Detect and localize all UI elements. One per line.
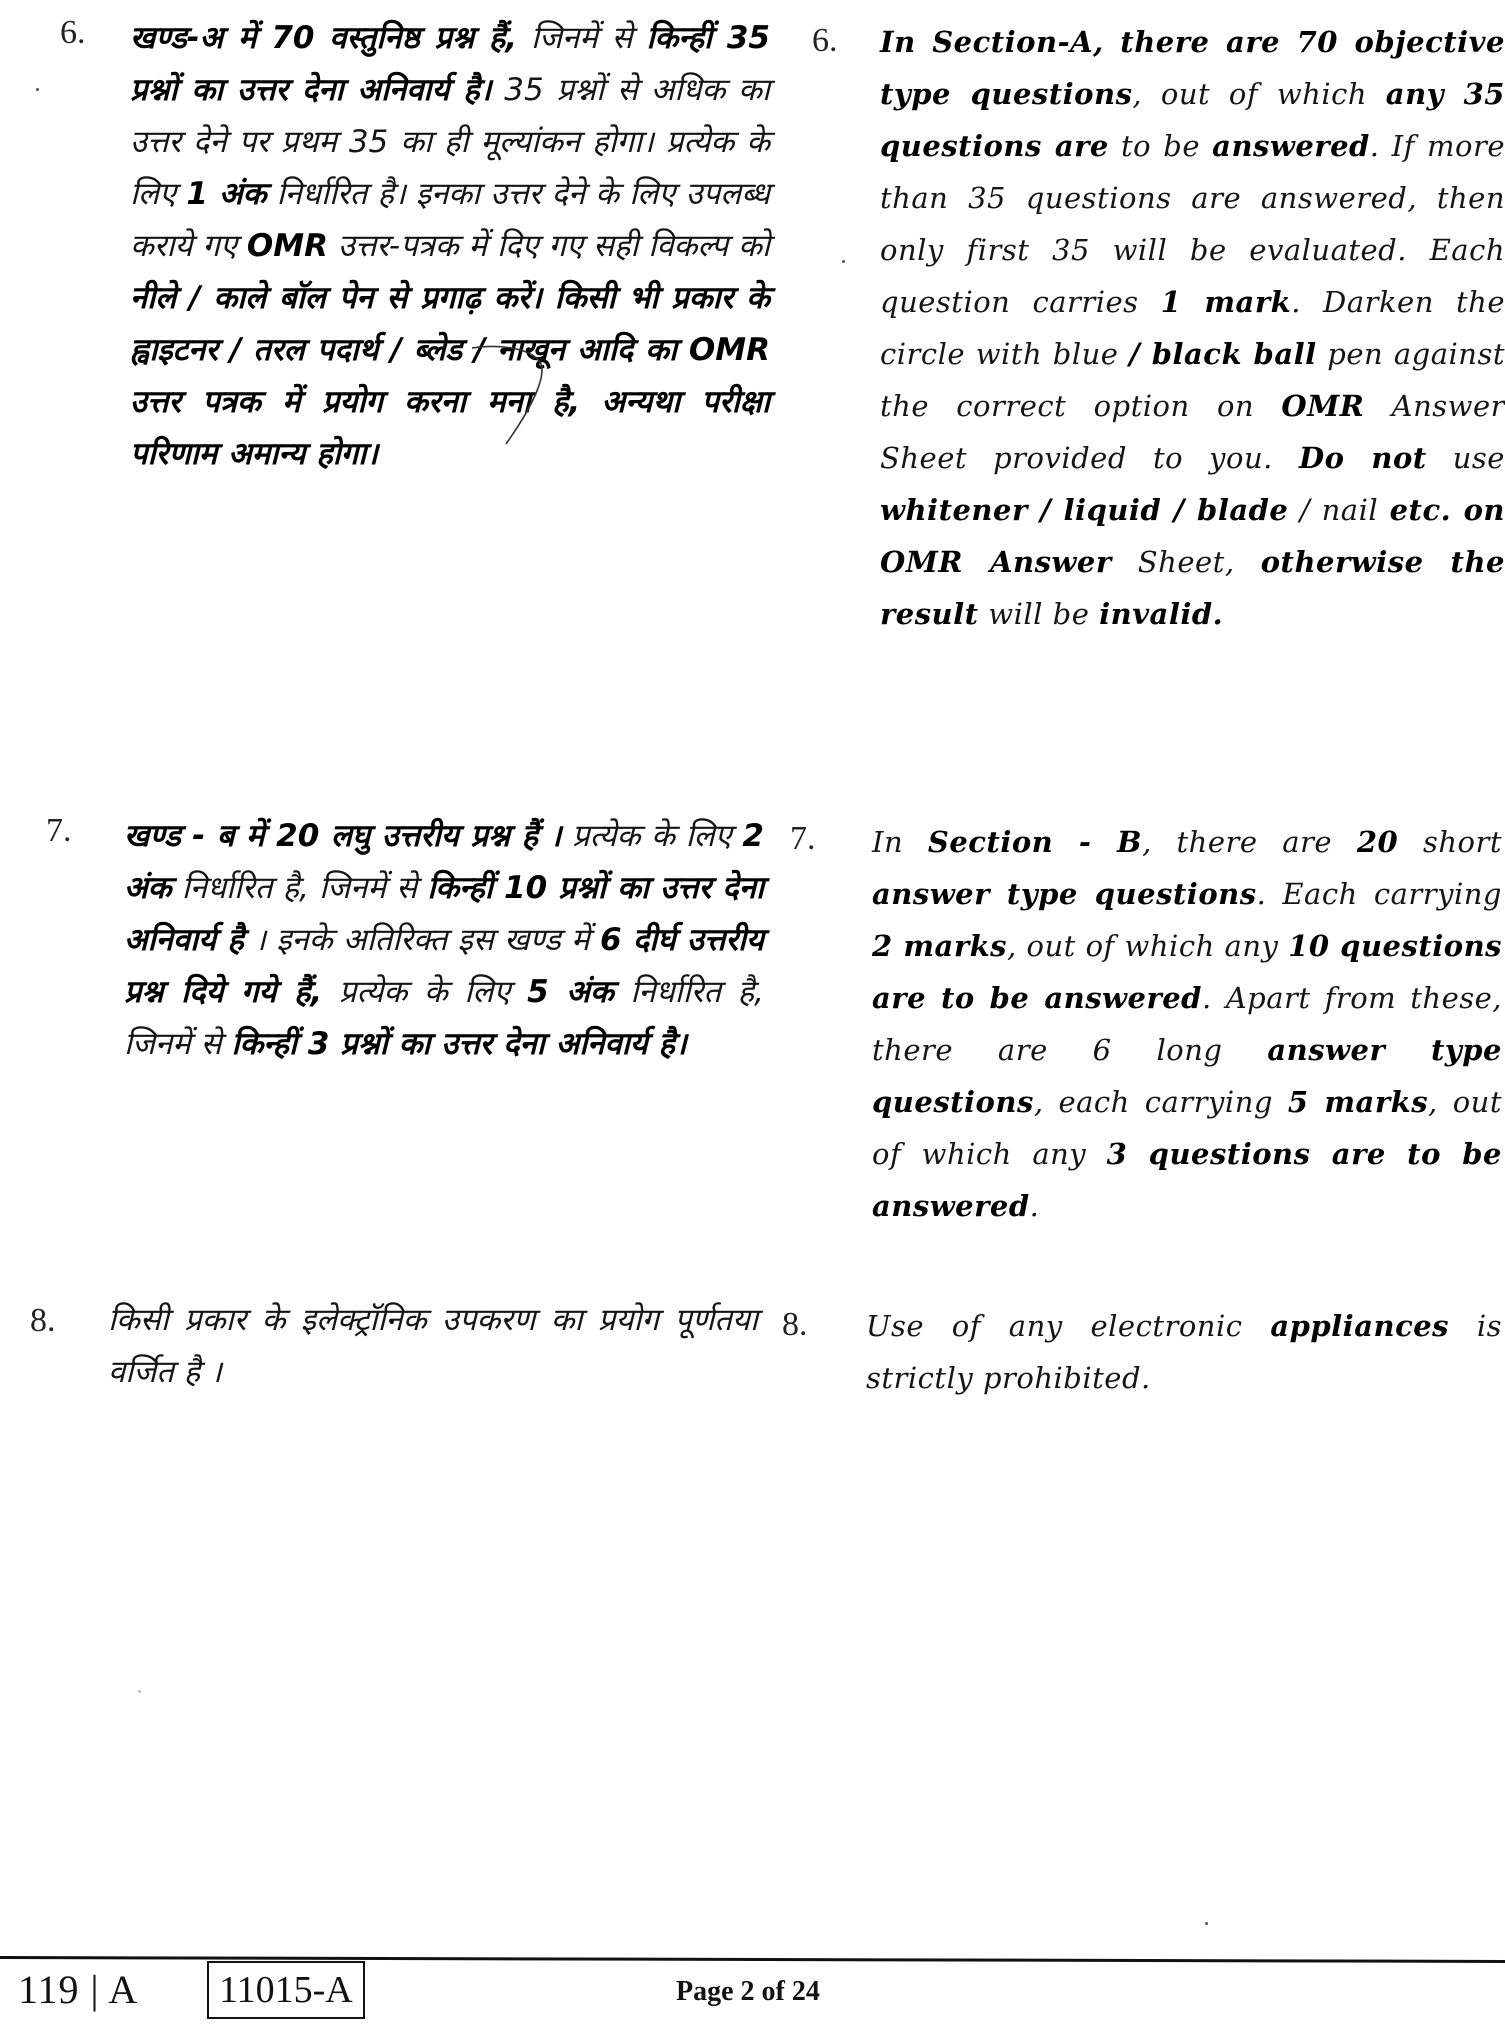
bold-text-segment: answer type questions <box>872 1033 1503 1119</box>
text-segment: to be <box>1108 129 1213 163</box>
text-segment: . Darken the circle with blue <box>880 285 1505 371</box>
bold-text-segment: OMR <box>246 228 328 264</box>
bold-text-segment: Do not <box>1298 441 1427 475</box>
bold-text-segment: any 35 questions are <box>880 77 1505 163</box>
text-segment: , out of which any <box>1007 929 1289 963</box>
bold-text-segment: 10 questions are to be answered <box>872 929 1502 1015</box>
bold-text-segment: 1 mark <box>1160 285 1292 319</box>
bold-text-segment: 1 अंक <box>186 176 267 212</box>
text-segment: is strictly prohibited. <box>866 1309 1502 1395</box>
bold-text-segment: किन्हीं 35 प्रश्नों का उत्तर देना अनिवार्य है। <box>130 20 771 108</box>
bold-text-segment: खण्ड - ब में 20 लघु उत्तरीय प्रश्न हैं । <box>124 818 562 854</box>
scan-speck <box>36 88 39 91</box>
text-segment: , each carrying <box>1033 1085 1288 1119</box>
bold-text-segment: किन्हीं 3 प्रश्नों का उत्तर देना अनिवार्य है। <box>231 1026 687 1062</box>
bold-text-segment: invalid. <box>1099 597 1224 631</box>
footer-paper-code: 119 | A <box>18 1967 139 2012</box>
bold-text-segment: / black ball <box>1129 337 1317 371</box>
item-8-english-text <box>866 1300 1502 1404</box>
footer-booklet-code: 11015-A <box>207 1961 365 2019</box>
scan-speck <box>1205 1922 1208 1925</box>
text-segment: उत्तर-पत्रक में दिए गए सही विकल्प को <box>327 228 770 264</box>
bold-text-segment: किन्हीं 10 प्रश्नों का उत्तर देना अनिवार्य है <box>124 870 764 958</box>
bold-text-segment: OMR <box>1281 389 1365 423</box>
bold-text-segment: whitener / liquid / blade <box>880 493 1289 527</box>
text-segment: । इनके अतिरिक्त इस खण्ड में <box>243 922 600 958</box>
item-7-english-text <box>872 816 1502 1232</box>
bold-text-segment: answered <box>1212 129 1370 163</box>
text-segment: प्रत्येक के लिए <box>561 818 743 854</box>
text-segment: निर्धारित है, जिनमें से <box>124 974 764 1062</box>
text-segment: short <box>1398 825 1502 859</box>
text-segment: / nail <box>1288 493 1390 527</box>
scan-speck <box>138 1690 141 1693</box>
bold-text-segment: 2 marks <box>872 929 1008 963</box>
footer-page-number: Page 2 of 24 <box>676 1976 820 2007</box>
bold-text-segment: 5 अंक <box>527 974 614 1010</box>
bold-text-segment: otherwise the result <box>880 545 1505 631</box>
text-segment: निर्धारित है। इनका उत्तर देने के लिए उपलब्ध कराये गए <box>130 176 770 264</box>
bold-text-segment: etc. on OMR Answer <box>880 493 1505 579</box>
text-segment: Use of any electronic <box>866 1309 1271 1343</box>
text-segment: . Apart from these, there are 6 long <box>872 981 1502 1067</box>
text-segment: , out of which <box>1132 77 1386 111</box>
bold-text-segment: Section - B <box>927 825 1143 859</box>
item-7-hindi-text <box>124 810 764 1070</box>
bold-text-segment: 6 दीर्घ उत्तरीय प्रश्न दिये गये हैं, <box>124 922 765 1010</box>
bold-text-segment: नीले / काले बॉल पेन से प्रगाढ़ करें। किसी भी प्रकार के ह्वाइटनर / तरल पदार्थ / ब्लेड / नाखून आदि का OMR उत्तर पत्रक में प्रयोग करना मना है, अन्यथा परीक्षा परिणाम अमान्य होगा। <box>130 280 770 472</box>
bold-text-segment: 70 वस्तुनिष्ठ प्रश्न हैं, <box>271 20 518 56</box>
item-7-number-hindi: 7. <box>46 812 72 849</box>
item-6-hindi-text <box>130 12 770 480</box>
text-segment: . Each carrying <box>1256 877 1502 911</box>
bold-text-segment: 2 अंक <box>124 818 764 906</box>
bold-text-segment: answer type questions <box>872 877 1257 911</box>
bold-text-segment: appliances <box>1270 1309 1450 1343</box>
bold-text-segment: खण्ड-अ में <box>130 20 272 56</box>
text-segment: pen against the correct option on <box>880 337 1505 423</box>
text-segment: In <box>872 825 928 859</box>
text-segment: , out of which any <box>872 1085 1502 1171</box>
scan-speck <box>842 260 845 263</box>
text-segment: . If more than 35 questions are answered, then only first 35 will be evaluated. Each question carries <box>880 129 1505 319</box>
text-segment: किसी प्रकार के इलेक्ट्रॉनिक उपकरण का प्रयोग पूर्णतया वर्जित है । <box>108 1302 758 1390</box>
item-8-number-english: 8. <box>782 1306 808 1343</box>
bold-text-segment: In Section-A, there are 70 objective type questions <box>880 25 1505 111</box>
bold-text-segment: 20 <box>1356 825 1399 859</box>
item-8-number-hindi: 8. <box>30 1302 56 1339</box>
item-6-number-hindi: 6. <box>60 14 86 51</box>
text-segment: जिनमें से <box>517 20 647 56</box>
item-6-number-english: 6. <box>812 22 838 59</box>
bold-text-segment: 5 marks <box>1287 1085 1429 1119</box>
item-7-number-english: 7. <box>790 820 816 857</box>
text-segment: निर्धारित है, जिनमें से <box>171 870 428 906</box>
text-segment: 35 प्रश्नों से अधिक का उत्तर देने पर प्रथम 35 का ही मूल्यांकन होगा। प्रत्येक के लिए <box>130 72 771 212</box>
bold-text-segment: 3 questions are to be answered <box>872 1137 1502 1223</box>
text-segment: , there are <box>1142 825 1357 859</box>
text-segment: प्रत्येक के लिए <box>322 974 528 1010</box>
item-6-english-text <box>880 16 1505 640</box>
item-8-hindi-text <box>108 1294 758 1398</box>
text-segment: Sheet, <box>1111 545 1261 579</box>
text-segment: use <box>1426 441 1505 475</box>
text-segment: will be <box>978 597 1100 631</box>
text-segment: Answer Sheet provided to you. <box>880 389 1505 475</box>
text-segment: . <box>1029 1189 1040 1223</box>
